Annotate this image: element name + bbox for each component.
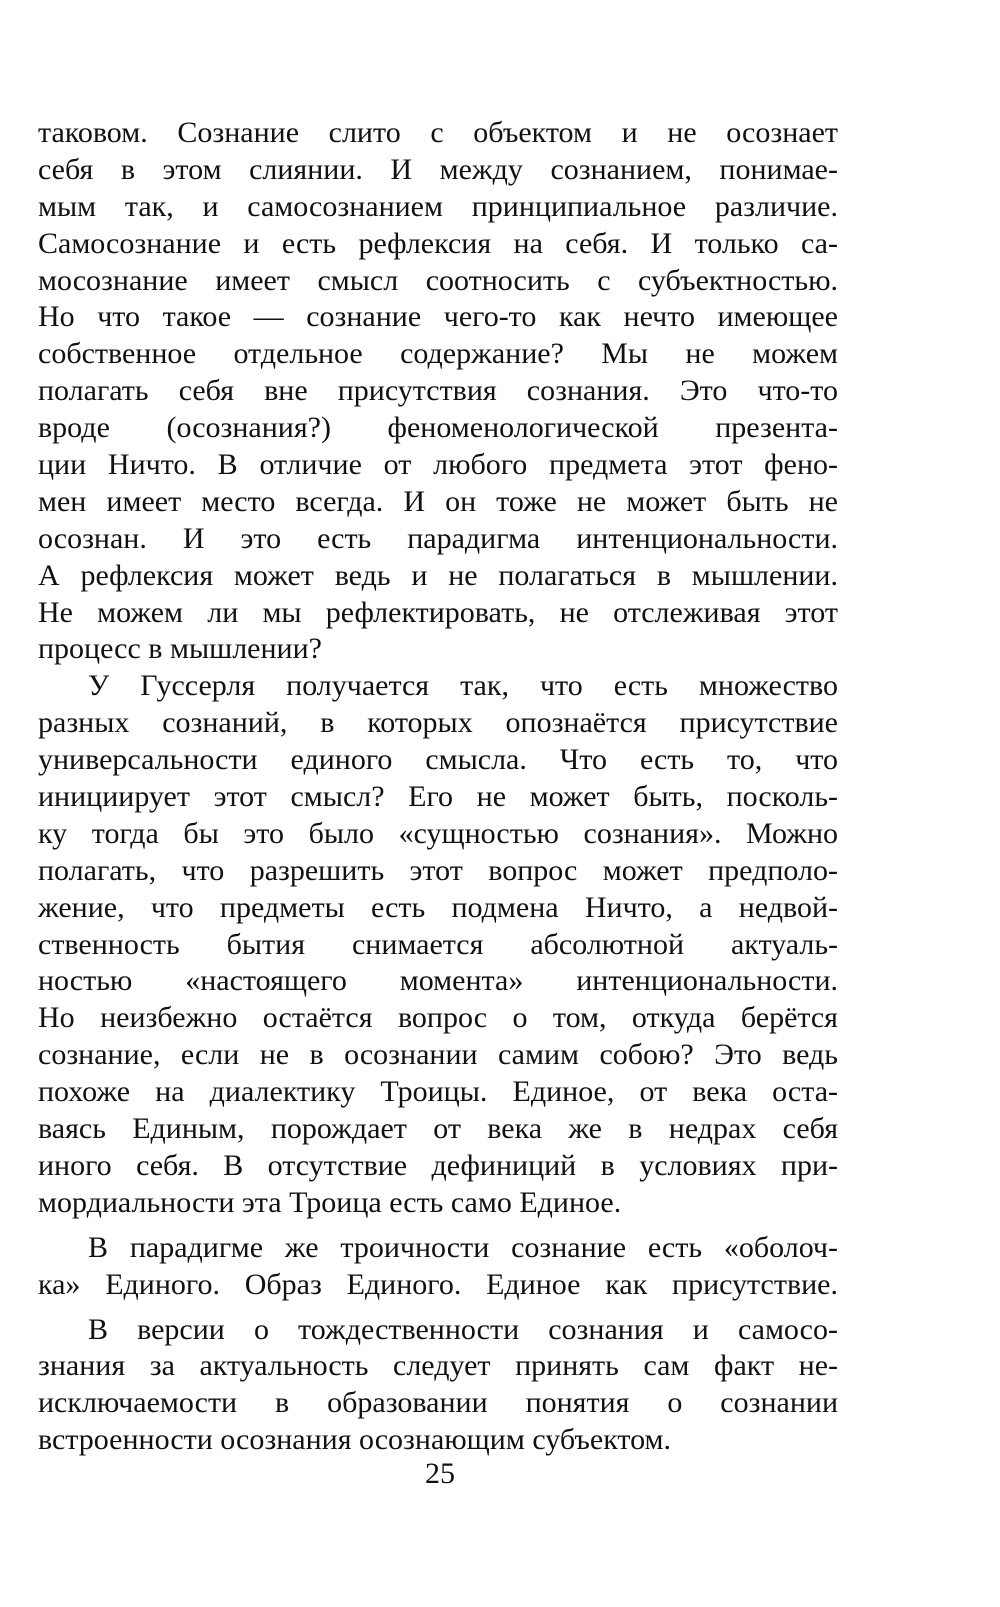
text-line: вроде (осознания?) феноменологической презента- bbox=[38, 411, 838, 445]
page-number: 25 bbox=[425, 1457, 455, 1490]
text-line: инициирует этот смысл? Его не может быть, посколь- bbox=[38, 780, 838, 814]
text-line: похоже на диалектику Троицы. Единое, от века оста- bbox=[38, 1075, 838, 1109]
text-line: встроенности осознания осознающим субъектом. bbox=[38, 1423, 672, 1457]
text-line: мордиальности эта Троица есть само Единое. bbox=[38, 1185, 622, 1219]
text-line: мым так, и самосознанием принципиальное различие. bbox=[38, 189, 838, 223]
text-line: ции Ничто. В отличие от любого предмета этот фено- bbox=[38, 448, 838, 482]
text-line: полагать себя вне присутствия сознания. Это что-то bbox=[38, 374, 838, 408]
text-line: исключаемости в образовании понятия о сознании bbox=[38, 1386, 838, 1420]
text-line: Самосознание и есть рефлексия на себя. И только са- bbox=[38, 226, 838, 260]
text-line: ностью «настоящего момента» интенциональности. bbox=[38, 964, 838, 998]
text-line: себя в этом слиянии. И между сознанием, понимае- bbox=[38, 152, 838, 186]
text-line: полагать, что разрешить этот вопрос может предполо- bbox=[38, 853, 838, 887]
text-line: мен имеет место всегда. И он тоже не может быть не bbox=[38, 484, 838, 518]
text-line: таковом. Сознание слито с объектом и не осознает bbox=[38, 116, 838, 149]
text-line: универсальности единого смысла. Что есть то, что bbox=[38, 743, 838, 777]
text-line: ваясь Единым, порождает от века же в недрах себя bbox=[38, 1112, 838, 1146]
body-text bbox=[38, 115, 838, 1459]
text-line: В версии о тождественности сознания и самосо- bbox=[88, 1312, 838, 1346]
text-line: А рефлексия может ведь и не полагаться в мышлении. bbox=[38, 558, 838, 592]
text-line: У Гуссерля получается так, что есть множество bbox=[88, 669, 838, 703]
text-line: жение, что предметы есть подмена Ничто, а недвой- bbox=[38, 890, 838, 924]
text-line: В парадигме же троичности сознание есть «оболоч- bbox=[88, 1230, 838, 1264]
text-line: Но что такое — сознание чего-то как нечто имеющее bbox=[38, 300, 838, 334]
text-line: ственность бытия снимается абсолютной актуаль- bbox=[38, 927, 838, 961]
text-line: иного себя. В отсутствие дефиниций в условиях при- bbox=[38, 1148, 838, 1182]
text-line: сознание, если не в осознании самим собою? Это ведь bbox=[38, 1038, 838, 1072]
text-line: ка» Единого. Образ Единого. Единое как присутствие. bbox=[38, 1267, 838, 1301]
text-line: осознан. И это есть парадигма интенциональности. bbox=[38, 521, 838, 555]
text-line: собственное отдельное содержание? Мы не можем bbox=[38, 337, 838, 371]
text-line: Но неизбежно остаётся вопрос о том, откуда берётся bbox=[38, 1001, 838, 1035]
text-line: мосознание имеет смысл соотносить с субъектностью. bbox=[38, 263, 838, 297]
text-line: разных сознаний, в которых опознаётся присутствие bbox=[38, 706, 838, 740]
text-line: процесс в мышлении? bbox=[38, 632, 322, 666]
text-line: знания за актуальность следует принять сам факт не- bbox=[38, 1349, 838, 1383]
text-line: Не можем ли мы рефлектировать, не отслеживая этот bbox=[38, 595, 838, 629]
text-line: ку тогда бы это было «сущностью сознания». Можно bbox=[38, 816, 838, 850]
